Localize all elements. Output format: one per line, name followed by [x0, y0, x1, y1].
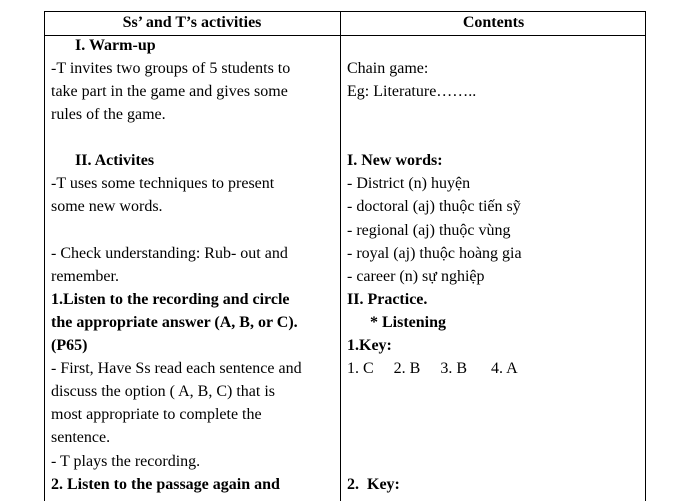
left-line: most appropriate to complete the	[51, 406, 262, 423]
left-line: some new words.	[51, 198, 163, 215]
vocab-item: - royal (aj) thuộc hoàng gia	[347, 245, 522, 262]
left-line: remember.	[51, 268, 119, 285]
vocab-item: - career (n) sự nghiệp	[347, 268, 485, 285]
left-line: - Check understanding: Rub- out and	[51, 245, 288, 262]
header-activities: Ss’ and T’s activities	[122, 14, 262, 31]
key-1-heading: 1.Key:	[347, 337, 392, 354]
task-2-heading: 2. Listen to the passage again and	[51, 476, 280, 493]
vocab-item: - District (n) huyện	[347, 175, 471, 192]
header-contents: Contents	[462, 14, 525, 31]
left-line: -T invites two groups of 5 students to	[51, 60, 291, 77]
left-line: -T uses some techniques to present	[51, 175, 275, 192]
section-new-words: I. New words:	[347, 152, 443, 169]
section-activities: II. Activites	[75, 152, 155, 169]
left-line: discuss the option ( A, B, C) that is	[51, 383, 275, 400]
task-1-heading: the appropriate answer (A, B, or C).	[51, 314, 298, 331]
left-line: rules of the game.	[51, 106, 166, 123]
left-line: - T plays the recording.	[51, 453, 201, 470]
right-line: Eg: Literature……..	[347, 83, 477, 100]
key-2-heading: 2. Key:	[347, 476, 400, 493]
task-1-heading: 1.Listen to the recording and circle	[51, 291, 290, 308]
section-warm-up: I. Warm-up	[75, 37, 156, 54]
vocab-item: - doctoral (aj) thuộc tiến sỹ	[347, 198, 521, 215]
left-line: take part in the game and gives some	[51, 83, 288, 100]
section-practice: II. Practice.	[347, 291, 428, 308]
key-1-answers: 1. C 2. B 3. B 4. A	[347, 360, 518, 377]
left-line: sentence.	[51, 429, 111, 446]
column-divider	[340, 11, 341, 501]
left-line: - First, Have Ss read each sentence and	[51, 360, 302, 377]
vocab-item: - regional (aj) thuộc vùng	[347, 222, 511, 239]
right-line: Chain game:	[347, 60, 429, 77]
listening-heading: * Listening	[370, 314, 447, 331]
task-1-heading: (P65)	[51, 337, 88, 354]
